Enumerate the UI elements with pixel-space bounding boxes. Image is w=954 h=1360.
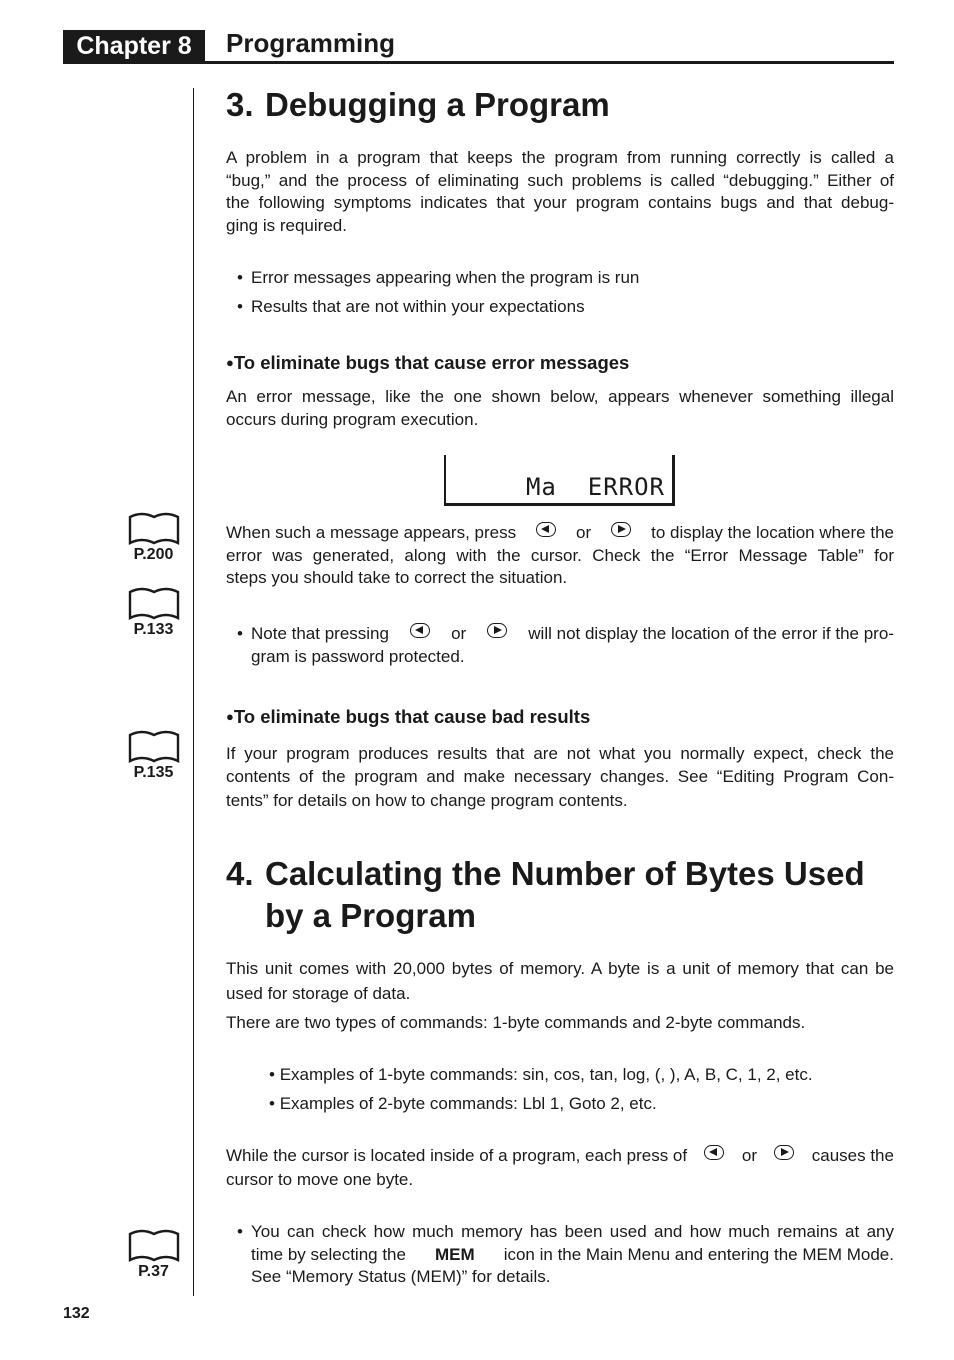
bullet: • — [237, 1222, 243, 1241]
intro-line: ging is required. — [226, 216, 347, 236]
text: icon in the Main Menu and entering the MEM Mode. — [503, 1244, 894, 1264]
cursor-byte-paragraph — [226, 1145, 894, 1191]
paragraph-line: contents of the program and make necessary changes. See “Editing Program Con- — [226, 766, 894, 786]
header-rule — [63, 61, 894, 64]
symptom-text: Results that are not within your expectations — [251, 297, 585, 316]
mem-label: MEM — [435, 1244, 475, 1264]
example-text: Examples of 2-byte commands: Lbl 1, Goto 2, etc. — [279, 1094, 657, 1113]
paragraph-line: occurs during program execution. — [226, 409, 479, 429]
bullet: • — [237, 268, 243, 287]
intro-line: the following symptoms indicates that your program contains bugs and that debug- — [226, 193, 894, 213]
paragraph-line — [226, 1145, 894, 1168]
bullet: • — [269, 1094, 275, 1113]
note-line — [251, 1244, 894, 1267]
symptom-item — [237, 296, 894, 319]
ref-label: P.135 — [133, 764, 174, 781]
text: or — [576, 523, 592, 542]
heading-bullet: ● — [226, 709, 234, 724]
text: Note that pressing — [251, 624, 389, 643]
note-text — [251, 1221, 894, 1289]
command-types-paragraph: There are two types of commands: 1-byte commands and 2-byte commands. — [226, 1013, 806, 1032]
book-icon — [128, 586, 180, 620]
subheading-text: To eliminate bugs that cause error messages — [233, 352, 630, 373]
text: time by selecting the — [251, 1244, 406, 1264]
example-item — [269, 1064, 813, 1087]
intro-paragraph — [226, 147, 894, 238]
password-note — [237, 623, 894, 668]
section-3-title: Debugging a Program — [265, 86, 610, 123]
right-arrow-key-icon — [611, 522, 631, 537]
example-item — [269, 1093, 657, 1116]
left-arrow-key-icon — [704, 1145, 724, 1160]
left-arrow-key-icon — [410, 623, 430, 638]
text: While the cursor is located inside of a program, each press of — [226, 1146, 688, 1165]
paragraph-line — [226, 522, 894, 545]
right-arrow-key-icon — [774, 1145, 794, 1160]
lcd-right-border — [672, 455, 675, 506]
text: will not display the location of the error if the pro- — [528, 624, 894, 643]
page-ref-p37 — [126, 1228, 181, 1280]
section-4-title-line1: Calculating the Number of Bytes Used — [265, 855, 865, 892]
paragraph-line: used for storage of data. — [226, 983, 411, 1003]
note-line: See “Memory Status (MEM)” for details. — [251, 1267, 551, 1287]
paragraph-line: cursor to move one byte. — [226, 1169, 414, 1189]
paragraph-line: steps you should take to correct the situation. — [226, 568, 568, 588]
symptom-item — [237, 267, 894, 290]
section-3-number: 3. — [226, 86, 254, 123]
text: or — [451, 624, 467, 643]
note-line: gram is password protected. — [251, 646, 465, 666]
symptom-text: Error messages appearing when the program is run — [251, 268, 640, 287]
page-ref-p133 — [126, 586, 181, 638]
page-ref-p135 — [126, 729, 181, 781]
margin-rule — [193, 88, 194, 1296]
bad-results-paragraph — [226, 743, 894, 813]
lcd-bottom-border — [444, 503, 675, 506]
text: or — [741, 1146, 757, 1165]
intro-line: “bug,” and the process of eliminating such problems is called “debugging.” Either of — [226, 170, 894, 190]
book-icon — [128, 511, 180, 545]
mem-note — [237, 1221, 894, 1289]
paragraph-line: error was generated, along with the cursor. Check the “Error Message Table” for — [226, 545, 894, 565]
chapter-title: Programming — [226, 28, 396, 58]
text: causes the — [811, 1146, 894, 1165]
ref-label: P.200 — [133, 546, 174, 563]
text: When such a message appears, press — [226, 523, 517, 542]
cursor-paragraph — [226, 522, 894, 590]
bullet: • — [269, 1065, 275, 1084]
paragraph-line: tents” for details on how to change program contents. — [226, 791, 628, 811]
memory-paragraph — [226, 958, 894, 1005]
section-3-heading — [226, 84, 610, 126]
subheading-text: To eliminate bugs that cause bad results — [233, 706, 591, 727]
chapter-label: Chapter 8 — [63, 30, 205, 62]
book-icon — [128, 1228, 180, 1262]
section-4-title-line2: by a Program — [265, 897, 476, 934]
lcd-text: Ma ERROR — [525, 473, 665, 501]
subheading-error-messages — [226, 352, 629, 374]
page-ref-p200 — [126, 511, 181, 563]
left-arrow-key-icon — [536, 522, 556, 537]
error-message-paragraph — [226, 386, 894, 431]
paragraph-line: This unit comes with 20,000 bytes of memory. A byte is a unit of memory that can be — [226, 959, 894, 978]
intro-line: A problem in a program that keeps the program from running correctly is called a — [226, 148, 894, 167]
bullet: • — [237, 624, 243, 643]
text: to display the location where the — [651, 523, 894, 542]
book-icon — [128, 729, 180, 763]
subheading-bad-results — [226, 706, 590, 728]
right-arrow-key-icon — [487, 623, 507, 638]
paragraph-line: An error message, like the one shown below, appears whenever something illegal — [226, 387, 894, 406]
note-line — [251, 623, 894, 646]
bullet: • — [237, 297, 243, 316]
section-4-heading — [226, 853, 865, 895]
page-number: 132 — [63, 1305, 90, 1322]
heading-bullet: ● — [226, 355, 234, 370]
section-4-number: 4. — [226, 855, 254, 892]
paragraph-line: If your program produces results that are not what you normally expect, check the — [226, 744, 894, 763]
ref-label: P.133 — [133, 621, 174, 638]
note-text — [251, 623, 894, 668]
lcd-left-border — [444, 455, 446, 506]
lcd-error-display — [444, 455, 675, 506]
ref-label: P.37 — [138, 1263, 169, 1280]
note-line: You can check how much memory has been used and how much remains at any — [251, 1222, 894, 1241]
example-text: Examples of 1-byte commands: sin, cos, tan, log, (, ), A, B, C, 1, 2, etc. — [279, 1065, 813, 1084]
